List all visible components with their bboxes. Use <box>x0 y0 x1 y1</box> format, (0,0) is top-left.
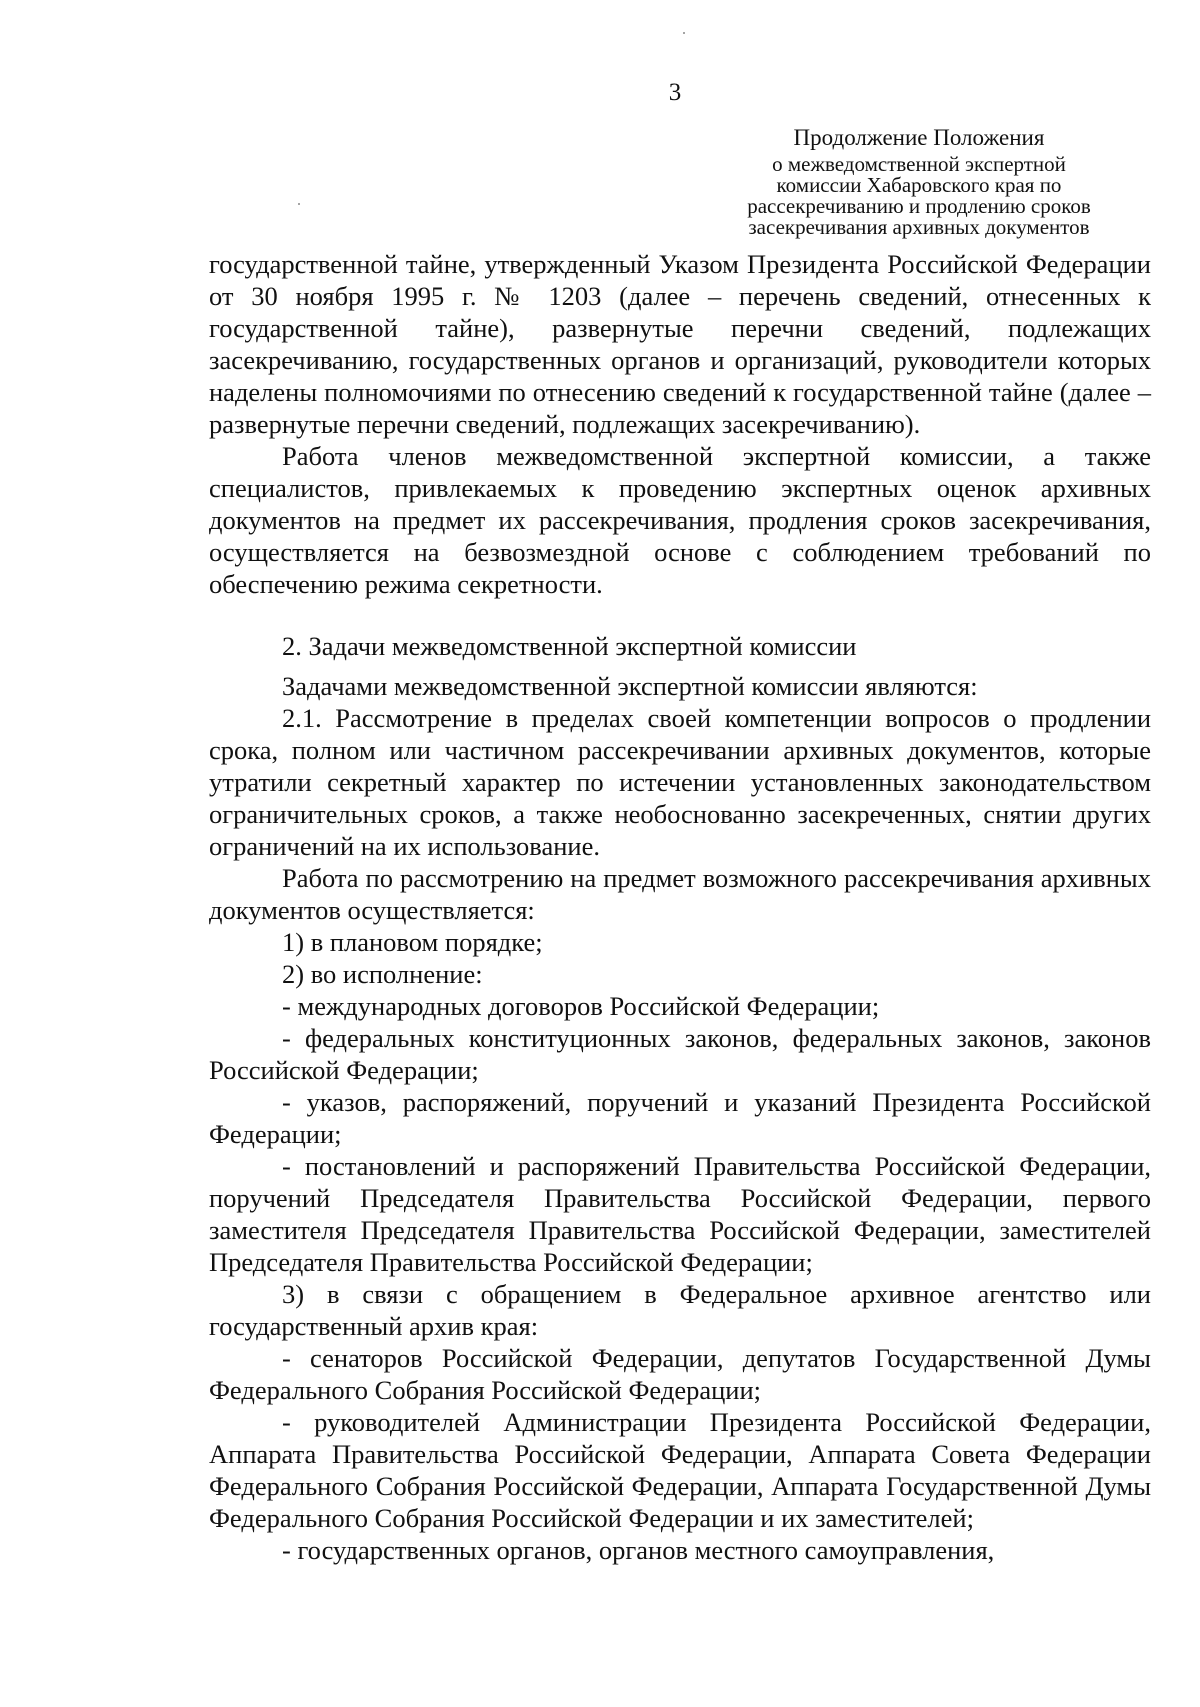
list-subitem-government-acts: - постановлений и распоряжений Правительства Российской Федерации, поручений Председателя Правительства Российской Федерации, первого заместителя Председателя Правительства Российской Федерации, заместителей Председателя Правительства Российской Федерации; <box>209 1151 1151 1277</box>
list-item-2: 2) во исполнение: <box>282 959 483 989</box>
paragraph-task-2-1: 2.1. Рассмотрение в пределах своей компетенции вопросов о продлении срока, полном или частичном рассекречивании архивных документов, которые утратили секретный характер по истечении установленных законодательством ограничительных сроков, а также необоснованно засекреченных, снятии других ограничений на их использование. <box>209 703 1151 861</box>
header-note-line-2: о межведомственной экспертной <box>772 152 1066 176</box>
header-note-line-3: комиссии Хабаровского края по <box>776 173 1062 197</box>
page-number: 3 <box>668 79 682 106</box>
list-subitem-administration-heads: - руководителей Администрации Президента Российской Федерации, Аппарата Правительства Российской Федерации, Аппарата Совета Федерации Федерального Собрания Российской Федерации, Аппарата Государственной Думы Федерального Собрания Российской Федерации и их заместителей; <box>209 1407 1151 1533</box>
scan-speck <box>683 32 685 34</box>
header-note-line-1: Продолжение Положения <box>793 125 1045 150</box>
paragraph-tasks-intro: Задачами межведомственной экспертной комиссии являются: <box>282 671 978 701</box>
paragraph-work-of-members: Работа членов межведомственной экспертной комиссии, а также специалистов, привлекаемых к проведению экспертных оценок архивных документов на предмет их рассекречивания, продления сроков засекречивания, осуществляется на безвозмездной основе с соблюдением требований по обеспечению режима секретности. <box>209 441 1151 599</box>
paragraph-review-work: Работа по рассмотрению на предмет возможного рассекречивания архивных документов осуществляется: <box>209 863 1151 925</box>
header-note <box>704 124 1134 238</box>
list-subitem-treaties: - международных договоров Российской Федерации; <box>282 991 880 1021</box>
list-subitem-senators: - сенаторов Российской Федерации, депутатов Государственной Думы Федерального Собрания Российской Федерации; <box>209 1343 1151 1405</box>
list-subitem-state-bodies: - государственных органов, органов местного самоуправления, <box>282 1535 995 1565</box>
list-item-3: 3) в связи с обращением в Федеральное архивное агентство или государственный архив края: <box>209 1279 1151 1341</box>
list-subitem-laws: - федеральных конституционных законов, федеральных законов, законов Российской Федерации; <box>209 1023 1151 1085</box>
paragraph-continuation: государственной тайне, утвержденный Указом Президента Российской Федерации от 30 ноября 1995 г. № 1203 (далее – перечень сведений, отнесенных к государственной тайне), развернутые перечни сведений, подлежащих засекречиванию, государственных органов и организаций, руководители которых наделены полномочиями по отнесению сведений к государственной тайне (далее – развернутые перечни сведений, подлежащих засекречиванию). <box>209 249 1151 439</box>
header-note-line-4: рассекречиванию и продлению сроков <box>747 194 1091 218</box>
header-note-line-5: засекречивания архивных документов <box>748 215 1090 239</box>
body-text <box>209 248 1151 1566</box>
scan-speck <box>298 203 300 205</box>
list-item-1: 1) в плановом порядке; <box>282 927 543 957</box>
section-heading: 2. Задачи межведомственной экспертной комиссии <box>282 631 857 661</box>
list-subitem-decrees: - указов, распоряжений, поручений и указаний Президента Российской Федерации; <box>209 1087 1151 1149</box>
